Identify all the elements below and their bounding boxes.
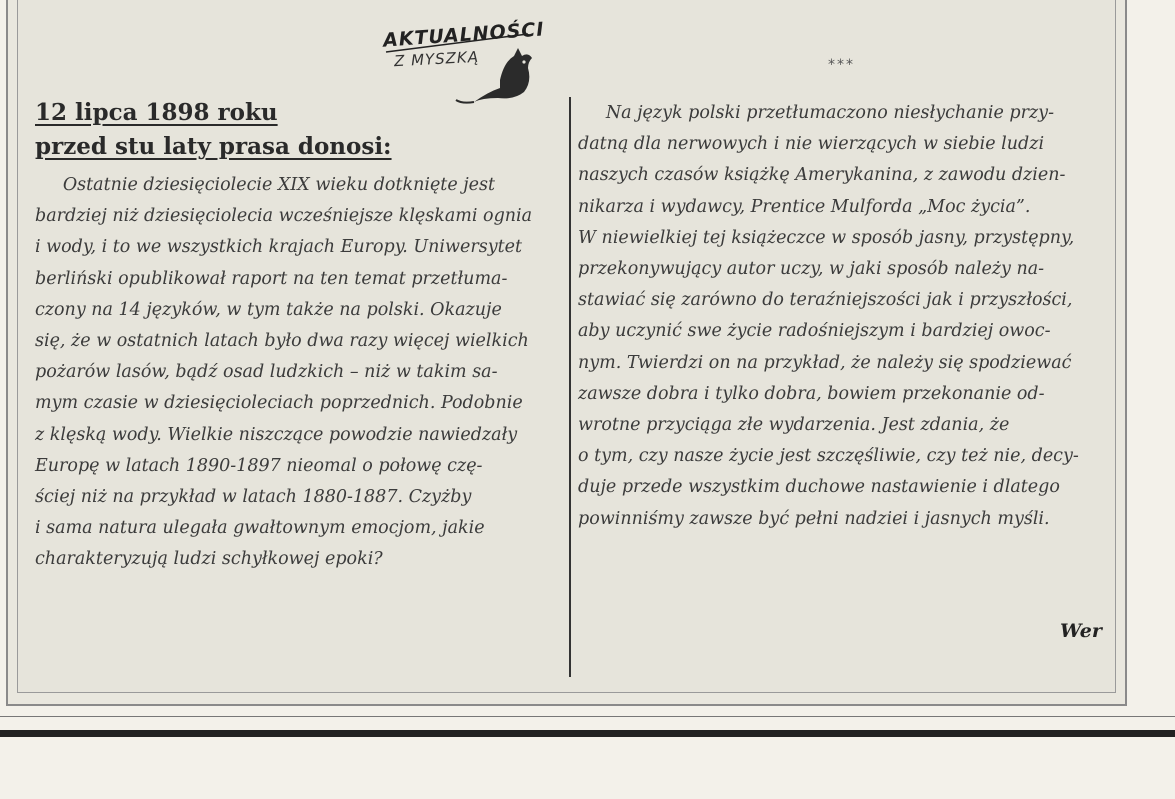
headline-subtitle: przed stu laty prasa donosi: (35, 133, 392, 160)
text-line: czony na 14 języków, w tym także na polski. Okazuje (35, 299, 502, 320)
text-line: wrotne przyciąga złe wydarzenia. Jest zdania, że (578, 415, 1010, 436)
text-line: z klęską wody. Wielkie niszczące powodzie nawiedzały (35, 424, 518, 445)
section-separator-stars: *** (828, 57, 855, 73)
text-line: aby uczynić swe życie radośniejszym i bardziej owoc- (578, 321, 1051, 342)
column-divider (569, 97, 571, 677)
text-line: nym. Twierdzi on na przykład, że należy się spodziewać (578, 352, 1072, 373)
text-line: powinniśmy zawsze być pełni nadziei i jasnych myśli. (578, 508, 1050, 529)
text-line: Europę w latach 1890-1897 nieomal o połowę czę- (35, 455, 483, 476)
text-line: się, że w ostatnich latach było dwa razy więcej wielkich (35, 331, 529, 352)
text-line: Na język polski przetłumaczono niesłychanie przy- (578, 103, 1054, 123)
headline-date: 12 lipca 1898 roku (35, 99, 278, 126)
text-line: bardziej niż dziesięciolecia wcześniejsze klęskami ognia (35, 206, 533, 227)
text-line: pożarów lasów, bądź osad ludzkich – niż w takim sa- (35, 362, 498, 383)
page-rule-thick (0, 730, 1175, 737)
page-rule-thin (0, 716, 1175, 717)
text-line: i sama natura ulegała gwałtownym emocjom, jakie (35, 518, 485, 539)
text-line: o tym, czy nasze życie jest szczęśliwie, czy też nie, decy- (578, 446, 1079, 467)
text-line: charakteryzują ludzi schyłkowej epoki? (35, 549, 383, 570)
text-line: mym czasie w dziesięcioleciach poprzednich. Podobnie (35, 393, 523, 414)
text-line: zawsze dobra i tylko dobra, bowiem przekonanie od- (578, 383, 1045, 404)
text-line: nikarza i wydawcy, Prentice Mulforda „Moc życia”. (578, 196, 1031, 217)
column-logo (378, 18, 546, 106)
text-line: W niewielkiej tej książeczce w sposób jasny, przystępny, (578, 227, 1075, 248)
text-line: ściej niż na przykład w latach 1880-1887. Czyżby (35, 487, 472, 508)
text-line: datną dla nerwowych i nie wierzących w siebie ludzi (578, 134, 1045, 155)
right-column (578, 98, 1108, 535)
text-line: stawiać się zarówno do teraźniejszości jak i przyszłości, (578, 290, 1073, 311)
logo-subtitle: Z MYSZKĄ (393, 47, 480, 71)
author-signature: Wer (1060, 620, 1102, 642)
text-line: Ostatnie dziesięciolecie XIX wieku dotknięte jest (35, 175, 496, 195)
left-article-body (35, 170, 560, 576)
text-line: przekonywujący autor uczy, w jaki sposób należy na- (578, 259, 1045, 280)
text-line: naszych czasów książkę Amerykanina, z zawodu dzien- (578, 165, 1066, 186)
text-line: berliński opublikował raport na ten temat przetłuma- (35, 268, 508, 289)
text-line: i wody, i to we wszystkich krajach Europy. Uniwersytet (35, 237, 523, 258)
text-line: duje przede wszystkim duchowe nastawienie i dlatego (578, 477, 1060, 498)
logo-title: AKTUALNOŚCI (382, 18, 546, 52)
left-column (35, 96, 560, 576)
